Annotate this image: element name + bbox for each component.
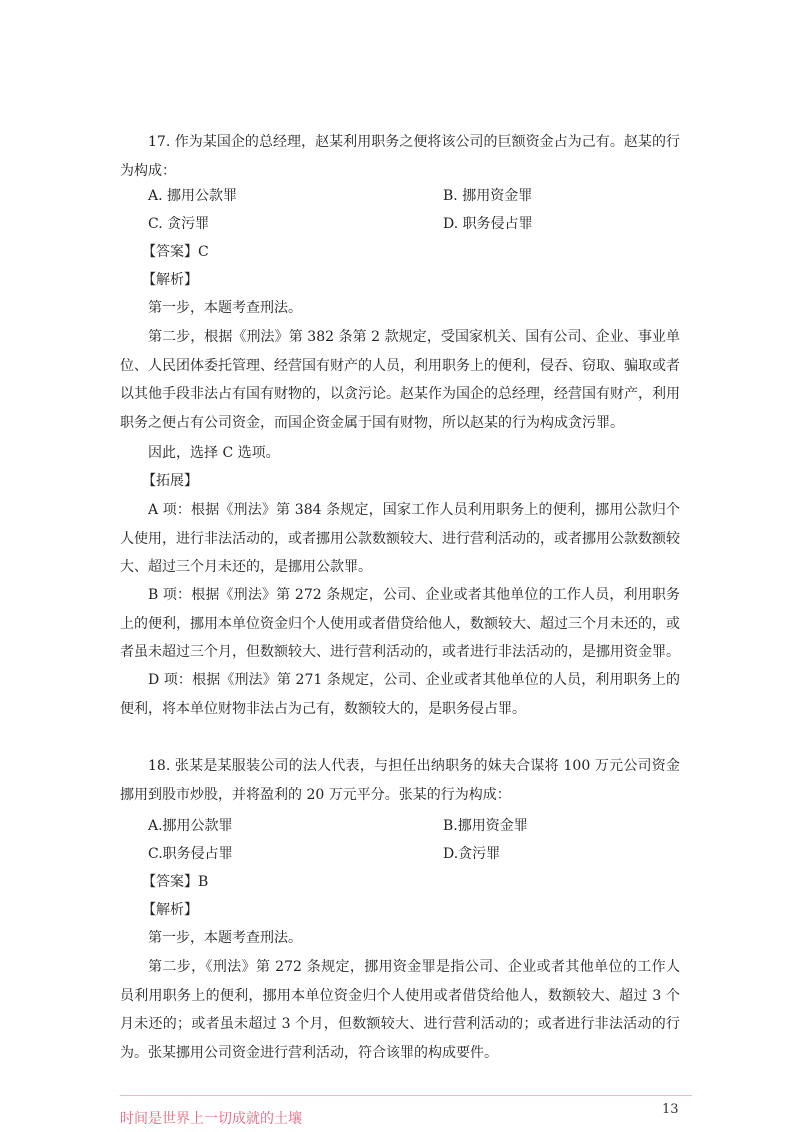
q18-option-b: B.挪用资金罪 — [443, 818, 528, 834]
q17-conclusion: 因此，选择 C 选项。 — [148, 445, 280, 461]
q17-step1: 第一步，本题考查刑法。 — [148, 300, 302, 316]
q18-answer: 【答案】B — [142, 874, 209, 890]
q18-option-d: D.贪污罪 — [443, 846, 501, 862]
footer-divider — [120, 1095, 692, 1096]
q18-step2: 第二步，《刑法》第 272 条规定，挪用资金罪是指公司、企业或者其他单位的工作人员利用职务上的便利，挪用本单位资金归个人使用或者借贷给他人，数额较大、超过 3 个月未还的；或者虽未超过 3 个月，但数额较大、进行营利活动的；或者进行非法活动的行为。张某挪用公司资金进行营利活动，符合该罪的构成要件。 — [120, 959, 680, 1061]
q18-option-c: C.职务侵占罪 — [148, 846, 233, 862]
q17-option-b: B. 挪用资金罪 — [443, 188, 533, 204]
q17-option-c: C. 贪污罪 — [148, 216, 210, 232]
q17-extension-d: D 项：根据《刑法》第 271 条规定，公司、企业或者其他单位的人员，利用职务上的便利，将本单位财物非法占为己有，数额较大的，是职务侵占罪。 — [120, 672, 680, 717]
q18-stem: 18. 张某是某服装公司的法人代表，与担任出纳职务的妹夫合谋将 100 万元公司资金挪用到股市炒股，并将盈利的 20 万元平分。张某的行为构成： — [120, 758, 680, 803]
q17-extension-b: B 项：根据《刑法》第 272 条规定，公司、企业或者其他单位的工作人员，利用职务上的便利，挪用本单位资金归个人使用或者借贷给他人，数额较大、超过三个月未还的，或者虽未超过三个月，但数额较大、进行营利活动的，或者进行非法活动的，是挪用资金罪。 — [120, 587, 680, 660]
q18-analysis-label: 【解析】 — [142, 902, 198, 918]
q17-answer: 【答案】C — [142, 244, 209, 260]
q17-analysis-label: 【解析】 — [142, 272, 198, 288]
q17-option-d: D. 职务侵占罪 — [443, 216, 533, 232]
page-number: 13 — [662, 1102, 679, 1117]
q18-option-a: A.挪用公款罪 — [148, 818, 233, 834]
q18-step1: 第一步，本题考查刑法。 — [148, 930, 302, 946]
q17-extension-a: A 项：根据《刑法》第 384 条规定，国家工作人员利用职务上的便利，挪用公款归个人使用，进行非法活动的，或者挪用公款数额较大、进行营利活动的，或者挪用公款数额较大、超过三个月未还的，是挪用公款罪。 — [120, 502, 680, 575]
q17-option-a: A. 挪用公款罪 — [148, 188, 238, 204]
q17-step2: 第二步，根据《刑法》第 382 条第 2 款规定，受国家机关、国有公司、企业、事业单位、人民团体委托管理、经营国有财产的人员，利用职务上的便利，侵吞、窃取、骗取或者以其他手段非法占有国有财物的，以贪污论。赵某作为国企的总经理，经营国有财产，利用职务之便占有公司资金，而国企资金属于国有财物，所以赵某的行为构成贪污罪。 — [120, 329, 680, 431]
q17-extension-label: 【拓展】 — [142, 473, 198, 489]
q17-stem: 17. 作为某国企的总经理，赵某利用职务之便将该公司的巨额资金占为己有。赵某的行为构成： — [120, 134, 680, 179]
footer-motto: 时间是世界上一切成就的土壤 — [120, 1111, 302, 1127]
